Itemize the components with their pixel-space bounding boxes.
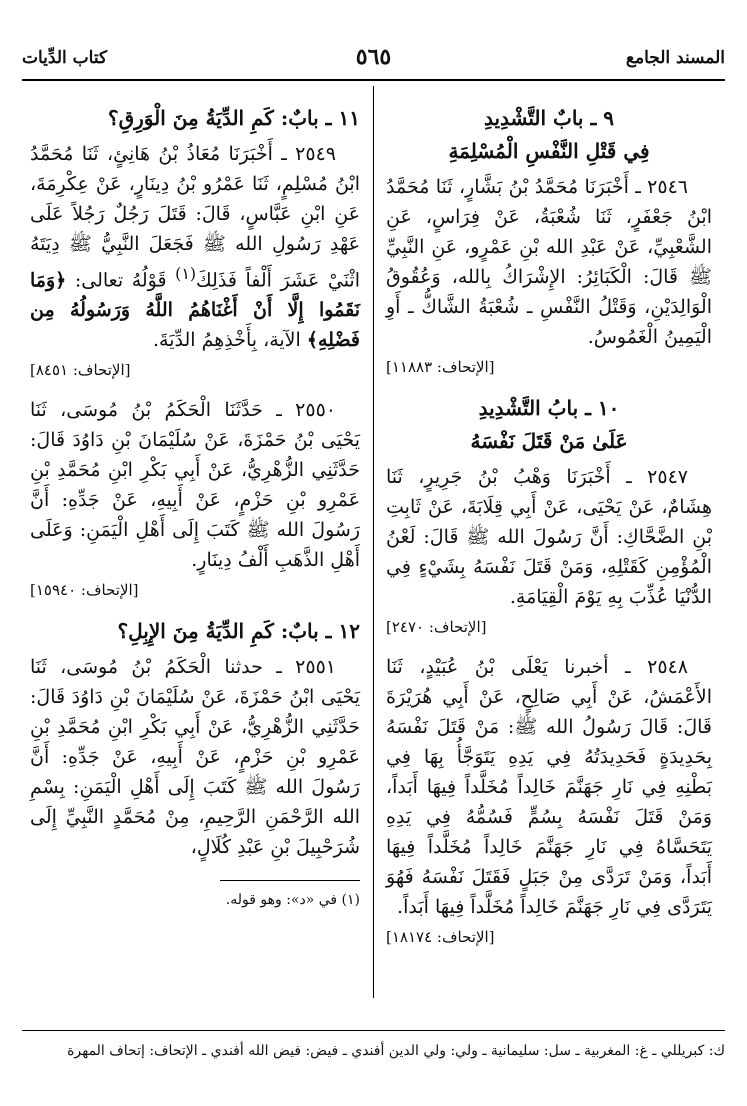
hadith-2549-part-a: ٢٥٤٩ ـ أَخْبَرَنَا مُعَاذُ بْنُ هَانِئٍ، ثَنَا مُحَمَّدُ ابْنُ مُسْلِمٍ، ثَنَا عَمْرُو بْنُ دِينَارٍ، عَنْ عِكْرِمَةَ، عَنِ ابْنِ عَبَّاسٍ، قَالَ: قَتَلَ رَجُلٌ رَجُلاً عَلَى عَهْدِ رَسُولِ الله ﷺ فَجَعَلَ النَّبِيُّ ﷺ دِيَتَهُ اثْنَيْ عَشَرَ أَلْفاً فَذَلِكَ	[30, 143, 360, 292]
column-divider	[373, 86, 374, 998]
footnote-marker: (١)	[175, 264, 197, 283]
header-divider	[22, 79, 725, 81]
chapter-12-heading: ١٢ ـ بابٌ: كَمِ الدِّيَةُ مِنَ الإِبِلِ؟	[117, 619, 360, 644]
chapter-10-heading	[386, 392, 712, 458]
hadith-2549-part-b: قَوْلُهُ تعالى:	[66, 269, 176, 292]
hadith-2551: ٢٥٥١ ـ حدثنا الْحَكَمُ بْنُ مُوسَى، ثَنَا يَحْيَى ابْنُ حَمْزَةَ، عَنْ سُلَيْمَانَ بْنِ دَاوُدَ قَالَ: حَدَّثَنِي الزُّهْرِيُّ، عَنْ أَبِي بَكْرِ ابْنِ مُحَمَّدِ بْنِ عَمْرِو بْنِ حَزْمٍ، عَنْ أَبِيهِ، عَنْ جَدِّهِ: أَنَّ رَسُولَ الله ﷺ كَتَبَ إِلَى أَهْلِ الْيَمَنِ: بِسْمِ الله الرَّحْمَنِ الرَّحِيمِ، مِنْ مُحَمَّدٍ النَّبِيِّ إِلَى شُرَحْبِيلَ بْنِ عَبْدِ كُلَالٍ،	[30, 656, 360, 859]
ithaf-ref-2547: [الإتحاف: ٢٤٧٠]	[386, 618, 487, 636]
footnote-divider	[220, 880, 360, 881]
page-header	[22, 44, 725, 74]
left-column	[30, 96, 360, 911]
hadith-2550: ٢٥٥٠ ـ حَدَّثَنَا الْحَكَمُ بْنُ مُوسَى، ثَنَا يَحْيَى بْنُ حَمْزَةَ، عَنْ سُلَيْمَانَ بْنِ دَاوُدَ قَالَ: حَدَّثَنِي الزُّهْرِيُّ، عَنْ أَبِي بَكْرِ ابْنِ مُحَمَّدِ بْنِ عَمْرِو بْنِ حَزْمٍ، عَنْ أَبِيهِ، عَنْ جَدِّهِ: أَنَّ رَسُولَ الله ﷺ كَتَبَ إِلَى أَهْلِ الْيَمَنِ: وَعَلَى أَهْلِ الذَّهَبِ أَلْفُ دِينَارٍ.	[30, 399, 360, 572]
page-number: ٥٦٥	[355, 44, 392, 70]
chapter-9-line2: فِي قَتْلِ النَّفْسِ الْمُسْلِمَةِ	[448, 139, 650, 163]
hadith-2549	[30, 139, 360, 355]
hadith-2548: ٢٥٤٨ ـ أخبرنا يَعْلَى بْنُ عُبَيْدٍ، ثَنَا الأَعْمَشُ، عَنْ أَبِي صَالِحٍ، عَنْ أَبِي هُرَيْرَةَ قَالَ: قَالَ رَسُولُ الله ﷺ: مَنْ قَتَلَ نَفْسَهُ بِحَدِيدَةٍ فَحَدِيدَتُهُ فِي يَدِهِ يَتَوَجَّأُ بِهَا فِي بَطْنِهِ فِي نَارِ جَهَنَّمَ خَالِداً مُخَلَّداً فِيهَا أَبَداً، وَمَنْ قَتَلَ نَفْسَهُ بِسُمٍّ فَسُمُّهُ فِي يَدِهِ يَتَحَسَّاهُ فِي نَارِ جَهَنَّمَ خَالِداً مُخَلَّداً فِيهَا أَبَداً، وَمَنْ تَرَدَّى مِنْ جَبَلٍ فَقَتَلَ نَفْسَهُ فَهُوَ يَتَرَدَّى فِي نَارِ جَهَنَّمَ خَالِداً مُخَلَّداً فِيهَا أَبَداً.	[386, 656, 712, 918]
ithaf-ref-2550: [الإتحاف: ١٥٩٤٠]	[30, 581, 139, 600]
chapter-9-heading	[386, 102, 712, 168]
chapter-11-heading: ١١ ـ بابٌ: كَمِ الدِّيَةُ مِنَ الْوَرِقِ؟	[108, 106, 360, 130]
abbreviations-key: ك: كبريللي ـ غ: المغربية ـ سل: سليمانية ـ ولي: ولي الدين أفندي ـ فيض: فيض الله أفندي ـ الإتحاف: إتحاف المهرة	[67, 1043, 725, 1059]
hadith-2547: ٢٥٤٧ ـ أَخْبَرَنَا وَهْبُ بْنُ جَرِيرٍ، ثَنَا هِشَامٌ، عَنْ يَحْيَى، عَنْ أَبِي قِلَابَةَ، عَنْ ثَابِتِ بْنِ الضَّحَّاكِ: أَنَّ رَسُولَ الله ﷺ قَالَ: لَعْنُ الْمُؤْمِنِ كَقَتْلِهِ، وَمَنْ قَتَلَ نَفْسَهُ بِشَيْءٍ فِي الدُّنْيَا عُذِّبَ بِهِ يَوْمَ الْقِيَامَةِ.	[386, 466, 712, 608]
ithaf-ref-2549: [الإتحاف: ٨٤٥١]	[30, 361, 131, 380]
footnote: (١) في «د»: وهو قوله.	[225, 892, 360, 909]
hadith-2546: ٢٥٤٦ ـ أَخْبَرَنَا مُحَمَّدُ بْنُ بَشَّارٍ، ثَنَا مُحَمَّدُ ابْنُ جَعْفَرٍ، ثَنَا شُعْبَةُ، عَنْ فِرَاسٍ، عَنِ الشَّعْبِيِّ، عَنْ عَبْدِ الله بْنِ عَمْرٍو، عَنِ النَّبِيِّ ﷺ قَالَ: الْكَبَائِرُ: الإِشْرَاكُ بِالله، وَعُقُوقُ الْوَالِدَيْنِ، وَقَتْلُ النَّفْسِ ـ شُعْبَةُ الشَّاكُّ ـ أَوِ الْيَمِينُ الْغَمُوسُ.	[386, 176, 712, 348]
right-column	[386, 96, 712, 962]
hadith-2549-part-c: الآية، بِأَخْذِهِمُ الدِّيَةَ.	[152, 329, 307, 352]
chapter-9-line1: ٩ ـ بابٌ التَّشْدِيدِ	[483, 106, 615, 130]
ithaf-ref-2548: [الإتحاف: ١٨١٧٤]	[386, 928, 495, 946]
book-title: المسند الجامع	[625, 48, 725, 68]
chapter-10-line2: عَلَىٰ مَنْ قَتَلَ نَفْسَهُ	[470, 429, 628, 453]
footer-divider	[22, 1030, 725, 1031]
chapter-10-line1: ١٠ ـ بابُ التَّشْدِيدِ	[478, 396, 620, 420]
ithaf-ref-2546: [الإتحاف: ١١٨٨٣]	[386, 358, 495, 376]
quran-verse: ﴿وَمَا نَقَمُوا إِلَّا أَنْ أَغْنَاهُمُ اللَّهُ وَرَسُولُهُ مِن فَضْلِهِ﴾	[30, 269, 360, 352]
chapter-title: كتاب الدِّيات	[22, 48, 108, 68]
